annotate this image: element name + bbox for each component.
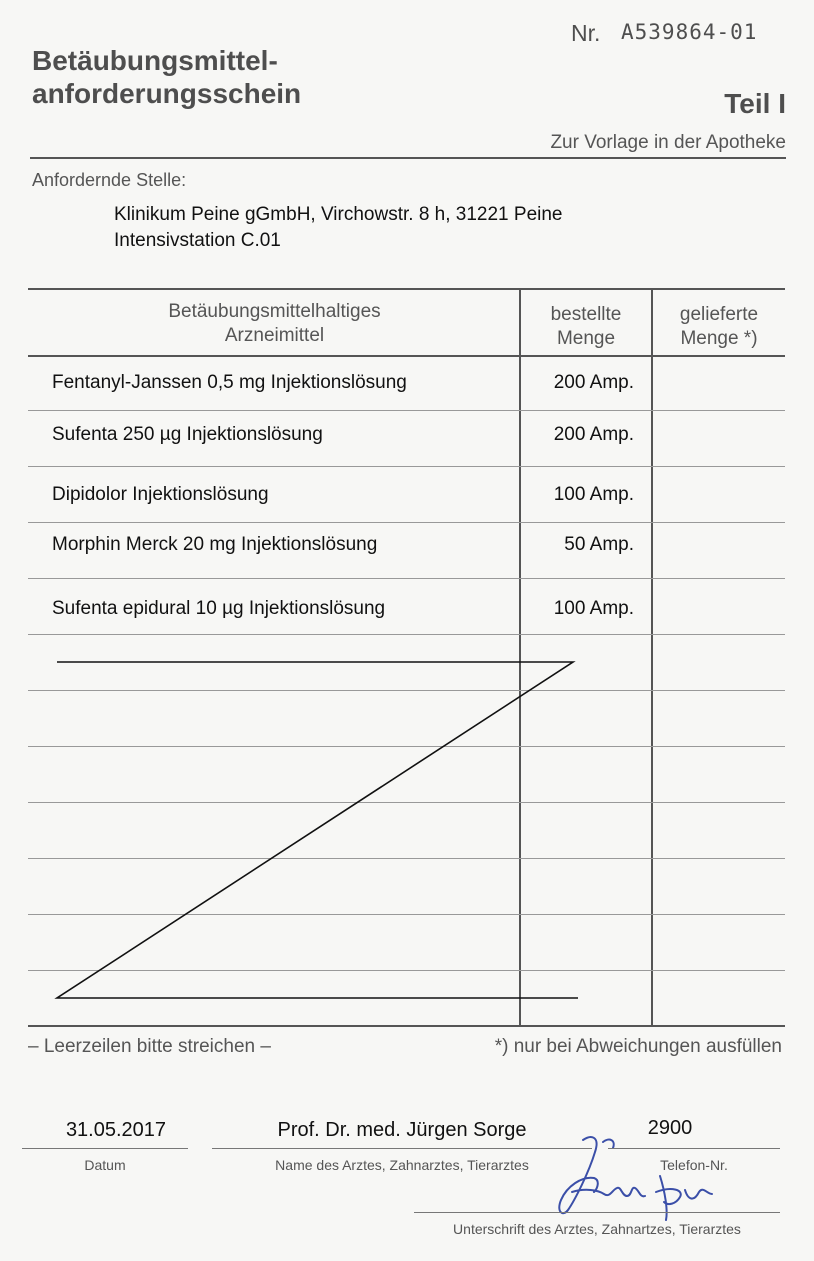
ordered-quantity: 100 Amp. <box>553 598 634 619</box>
form-title-line1: Betäubungsmittel- <box>32 45 278 76</box>
medication-name: Sufenta epidural 10 µg Injektionslösung <box>52 598 386 619</box>
medication-name: Sufenta 250 µg Injektionslösung <box>52 424 323 445</box>
handwritten-signature <box>559 1137 712 1220</box>
requesting-unit-address: Klinikum Peine gGmbH, Virchowstr. 8 h, 31221 Peine <box>114 204 563 225</box>
phone-value: 2900 <box>647 1117 693 1139</box>
medication-name: Dipidolor Injektionslösung <box>52 484 269 505</box>
requesting-unit-ward: Intensivstation C.01 <box>114 230 281 251</box>
requesting-unit-label: Anfordernde Stelle: <box>32 170 187 190</box>
phone-underline <box>608 1148 780 1149</box>
column-header-medication-line2: Arzneimittel <box>224 325 325 346</box>
doctor-name-label: Name des Arztes, Zahnarztes, Tierarztes <box>275 1157 529 1173</box>
column-header-delivered-line2: Menge *) <box>680 328 758 349</box>
empty-rows-note: – Leerzeilen bitte streichen – <box>28 1036 271 1057</box>
date-underline <box>22 1148 188 1149</box>
column-header-ordered-line1: bestellte <box>550 304 622 325</box>
column-header-medication-line1: Betäubungsmittelhaltiges <box>168 301 381 322</box>
ordered-quantity: 200 Amp. <box>553 424 634 445</box>
medication-name: Morphin Merck 20 mg Injektionslösung <box>52 534 378 555</box>
signature-label: Unterschrift des Arztes, Zahnartzes, Tierarztes <box>453 1221 741 1237</box>
column-header-ordered-line2: Menge <box>556 328 616 349</box>
ordered-quantity: 200 Amp. <box>553 372 634 393</box>
date-value: 31.05.2017 <box>65 1119 167 1141</box>
form-purpose-note: Zur Vorlage in der Apotheke <box>550 132 786 153</box>
deviation-note: *) nur bei Abweichungen ausfüllen <box>494 1036 782 1057</box>
signature-underline <box>414 1212 780 1213</box>
column-header-delivered-line1: gelieferte <box>679 304 759 325</box>
ordered-quantity: 100 Amp. <box>553 484 634 505</box>
form-number-value: A539864-01 <box>621 20 758 44</box>
date-label: Datum <box>84 1157 126 1173</box>
ordered-quantity: 50 Amp. <box>564 534 634 555</box>
doctor-name-underline <box>212 1148 592 1149</box>
medication-name: Fentanyl-Janssen 0,5 mg Injektionslösung <box>52 372 407 393</box>
form-number-label: Nr. <box>571 20 601 46</box>
form-title-line2: anforderungsschein <box>32 78 302 109</box>
form-part-label: Teil I <box>724 88 786 119</box>
doctor-name-value: Prof. Dr. med. Jürgen Sorge <box>277 1119 527 1141</box>
z-strike-line <box>57 662 578 998</box>
phone-label: Telefon-Nr. <box>660 1157 728 1173</box>
